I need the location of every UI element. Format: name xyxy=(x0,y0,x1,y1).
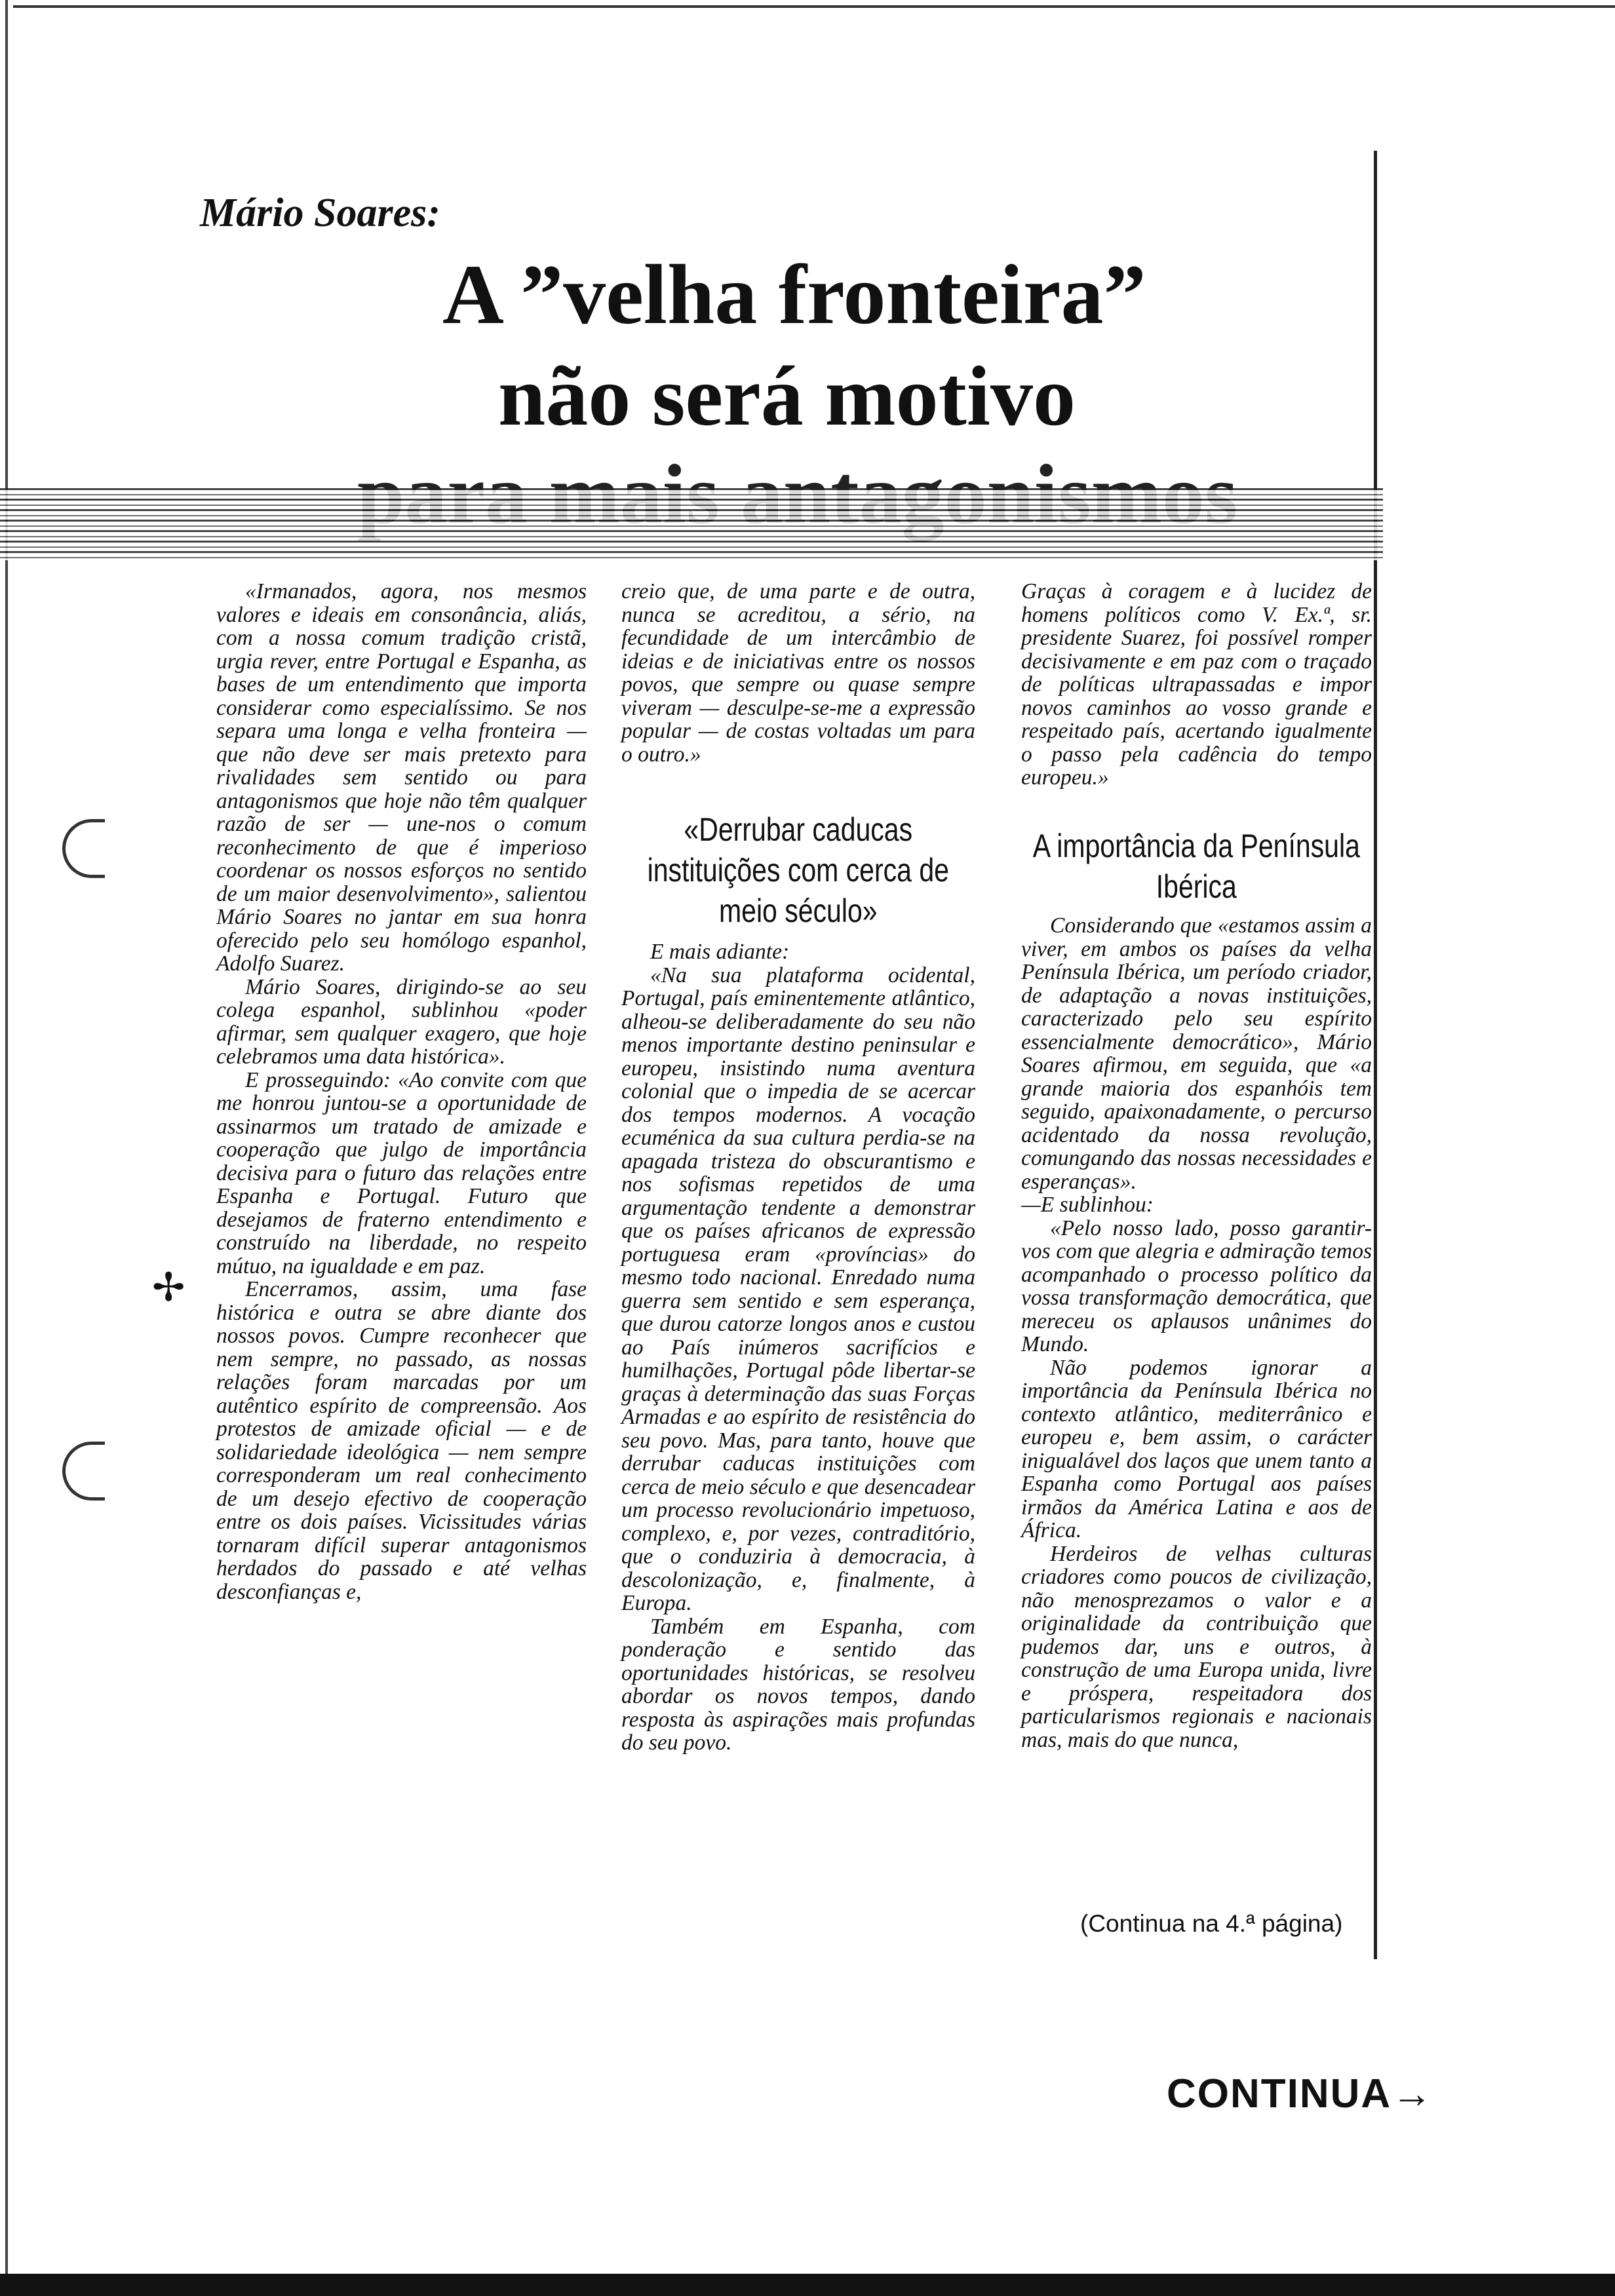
paragraph: creio que, de uma parte e de outra, nunca se acreditou, a sério, na fecundidade de um intercâmbio de ideias e de iniciativas entre os nossos povos, que sempre ou quase sempre viveram — desculpe-se-me a expressão popular — de costas voltadas um para o outro.» xyxy=(621,579,975,767)
headline-line-2: não será motivo xyxy=(498,349,1076,444)
article-column-3 xyxy=(1021,580,1372,790)
scan-edge-bottom xyxy=(0,2274,1615,2296)
scan-edge-top xyxy=(13,5,1615,8)
paragraph: Também em Espanha, com ponderação e sentido das oportunidades históricas, se resolveu abordar os novos tempos, dando resposta às aspirações mais profundas do seu povo. xyxy=(621,1614,975,1755)
article-column-3-body xyxy=(1021,914,1372,1751)
paragraph: Graças à coragem e à lucidez de homens políticos como V. Ex.ª, sr. presidente Suarez, foi possível romper decisivamente e em paz com o traçado de políticas ultrapassadas e impor novos caminhos ao vosso grande e respeitado país, acertando igualmente o passo pela cadência do tempo europeu.» xyxy=(1021,579,1372,790)
punch-hole-mark xyxy=(62,819,105,878)
paragraph: «Pelo nosso lado, posso garantir-vos com que alegria e admiração temos acompanhado o processo político da vossa transformação democrática, que mereceu os aplausos unânimes do Mundo. xyxy=(1021,1215,1372,1356)
paragraph: Encerramos, assim, uma fase histórica e outra se abre diante dos nossos povos. Cumpre reconhecer que nem sempre, no passado, as nossas relações foram marcadas por um autêntico espírito de compreensão. Aos protestos de amizade oficial — e de solidariedade ideológica — nem sempre corresponderam um real conhecimento de um desejo efectivo de cooperação entre os dois países. Vicissitudes várias tornaram difícil superar antagonismos herdados do passado e até velhas desconfianças e, xyxy=(216,1277,587,1604)
subheading-importancia: A importância da Península Ibérica xyxy=(1032,828,1360,905)
continua-label: CONTINUA→ xyxy=(1167,2071,1434,2116)
paragraph: E mais adiante: xyxy=(650,940,790,964)
headline-line-1: A ”velha fronteira” xyxy=(442,248,1146,342)
article-column-1 xyxy=(216,580,587,1603)
continued-note: (Continua na 4.ª página) xyxy=(1080,1910,1343,1937)
paragraph: Herdeiros de velhas culturas criadores como poucos de civilização, não menosprezamos o valor e a originalidade da contribuição que pudemos dar, uns e outros, à construção de uma Europa unida, livre e próspera, respeitadora dos particularismos regionais e nacionais mas, mais do que nunca, xyxy=(1021,1541,1372,1752)
paragraph: E prosseguindo: «Ao convite com que me honrou juntou-se a oportunidade de assinarmos um tratado de amizade e cooperação que julgo de importância decisiva para o futuro das relações entre Espanha e Portugal. Futuro que desejamos de fraterno entendimento e construído na liberdade, no respeito mútuo, na igualdade e em paz. xyxy=(216,1067,587,1278)
paragraph: —E sublinhou: xyxy=(1021,1193,1154,1217)
paragraph: Mário Soares, dirigindo-se ao seu colega espanhol, sublinhou «poder afirmar, sem qualquer exagero, que hoje celebramos uma data histórica». xyxy=(216,974,587,1069)
margin-mark-icon: ✢ xyxy=(152,1266,185,1309)
kicker: Mário Soares: xyxy=(200,191,440,235)
column-rule xyxy=(1374,151,1377,1959)
punch-hole-mark xyxy=(62,1442,105,1501)
scan-noise-band xyxy=(0,488,1383,560)
paragraph: «Na sua plataforma ocidental, Portugal, país eminentemente atlântico, alheou-se deliberadamente do seu não menos importante destino peninsular e europeu, insistindo numa aventura colonial que o impedia de se acercar dos tempos modernos. A vocação ecuménica da sua cultura perdia-se na apagada tristeza do obscurantismo e nos sofismas repetidos de uma argumentação tendente a demonstrar que os países africanos de expressão portuguesa eram «províncias» do mesmo todo nacional. Enredado numa guerra sem sentido e sem esperança, que durou catorze longos anos e custou ao País inúmeros sacrifícios e humilhações, Portugal pôde libertar-se graças à determinação das suas Forças Armadas e ao espírito de resistência do seu povo. Mas, para tanto, houve que derrubar caducas instituições com cerca de meio século e que desencadear um processo revolucionário impetuoso, complexo, e, por vezes, contraditório, que o conduziria à democracia, à descolonização, e, finalmente, à Europa. xyxy=(621,963,975,1615)
article-column-2-body xyxy=(621,940,975,1755)
paragraph: Não podemos ignorar a importância da Península Ibérica no contexto atlântico, mediterrânico e europeu e, bem assim, o carácter inigualável dos laços que unem tanto a Espanha como Portugal aos países irmãos da América Latina e aos de África. xyxy=(1021,1355,1372,1542)
article-column-2 xyxy=(621,580,975,766)
paragraph: «Irmanados, agora, nos mesmos valores e ideais em consonância, aliás, com a nossa comum tradição cristã, urgia rever, entre Portugal e Espanha, as bases de um entendimento que importa considerar como especialíssimo. Se nos separa uma longa e velha fronteira — que não deve ser mais pretexto para rivalidades sem sentido ou para antagonismos que hoje não têm qualquer razão de ser — une-nos o comum reconhecimento de que é imperioso coordenar os nossos esforços no sentido de um maior desenvolvimento», salientou Mário Soares no jantar em sua honra oferecido pelo seu homólogo espanhol, Adolfo Suarez. xyxy=(216,579,587,976)
paragraph: Considerando que «estamos assim a viver, em ambos os países da velha Península Ibérica, um período criador, de adaptação a novas instituições, caracterizado pelo seu espírito essencialmente democrático», Mário Soares afirmou, em seguida, que «a grande maioria dos espanhóis tem seguido, apaixonadamente, o percurso acidentado da nossa revolução, comungando das nossas necessidades e esperanças». xyxy=(1021,913,1372,1194)
subheading-derrubar: «Derrubar caducas instituições com cerca de meio século» xyxy=(647,811,949,929)
scan-edge-left xyxy=(5,0,8,2296)
